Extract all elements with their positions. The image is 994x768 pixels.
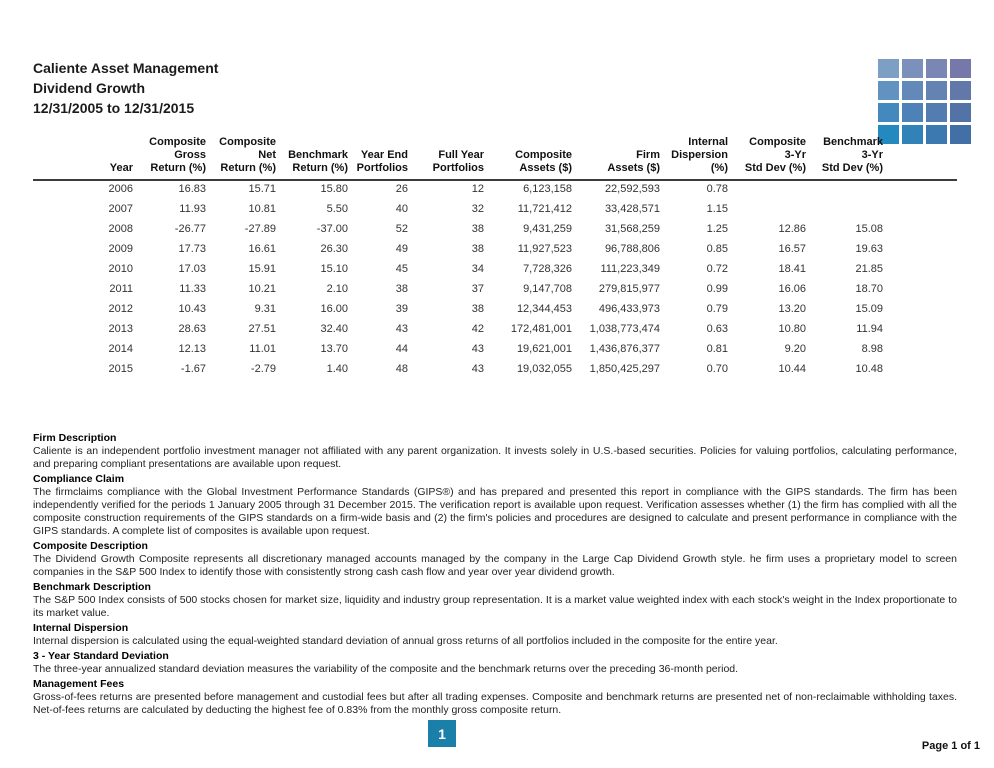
cell-full-year-portfolios: 42 bbox=[471, 323, 484, 335]
cell-internal-dispersion: 0.79 bbox=[706, 303, 728, 315]
cell-year: 2012 bbox=[108, 303, 133, 315]
cell-composite-std-dev: 12.86 bbox=[778, 223, 806, 235]
cell-benchmark-std-dev: 15.08 bbox=[855, 223, 883, 235]
section bbox=[33, 678, 957, 717]
cell-benchmark-std-dev: 18.70 bbox=[855, 283, 883, 295]
cell-composite-assets: 12,344,453 bbox=[516, 303, 572, 315]
table-header-row bbox=[33, 136, 885, 179]
cell-composite-assets: 7,728,326 bbox=[523, 263, 572, 275]
table-row bbox=[33, 219, 885, 239]
table-row bbox=[33, 319, 885, 339]
cell-benchmark-return: 15.10 bbox=[320, 263, 348, 275]
cell-benchmark-std-dev: 21.85 bbox=[855, 263, 883, 275]
cell-benchmark-std-dev: 19.63 bbox=[855, 243, 883, 255]
section-body: The three-year annualized standard deviation measures the variability of the composite and the benchmark returns over the preceding 36-month period. bbox=[33, 663, 739, 675]
cell-gross-return: 11.33 bbox=[179, 283, 206, 295]
report-period: 12/31/2005 to 12/31/2015 bbox=[33, 100, 195, 116]
logo-square bbox=[902, 125, 923, 144]
section bbox=[33, 650, 957, 676]
cell-benchmark-return: 15.80 bbox=[320, 183, 348, 195]
table-row bbox=[33, 339, 885, 359]
section-heading: 3 - Year Standard Deviation bbox=[33, 650, 169, 662]
composite-name: Dividend Growth bbox=[33, 80, 145, 96]
column-header: Composite Gross Return (%) bbox=[149, 136, 206, 174]
logo-square bbox=[878, 59, 899, 78]
section bbox=[33, 432, 957, 471]
cell-year-end-portfolios: 39 bbox=[395, 303, 408, 315]
cell-net-return: 11.01 bbox=[249, 343, 276, 355]
logo-square bbox=[950, 125, 971, 144]
cell-year: 2015 bbox=[108, 363, 133, 375]
cell-composite-std-dev: 18.41 bbox=[778, 263, 806, 275]
cell-benchmark-return: -37.00 bbox=[316, 223, 348, 235]
cell-gross-return: -26.77 bbox=[174, 223, 206, 235]
cell-gross-return: -1.67 bbox=[180, 363, 206, 375]
cell-firm-assets: 111,223,349 bbox=[600, 263, 660, 275]
table-row bbox=[33, 179, 885, 199]
cell-composite-std-dev: 13.20 bbox=[778, 303, 806, 315]
cell-firm-assets: 496,433,973 bbox=[598, 303, 660, 315]
logo-square bbox=[878, 81, 899, 100]
cell-benchmark-std-dev: 11.94 bbox=[856, 323, 883, 335]
table-row bbox=[33, 239, 885, 259]
cell-benchmark-return: 5.50 bbox=[326, 203, 348, 215]
cell-net-return: -27.89 bbox=[244, 223, 276, 235]
cell-internal-dispersion: 0.81 bbox=[706, 343, 728, 355]
performance-table bbox=[33, 136, 885, 379]
cell-firm-assets: 1,038,773,474 bbox=[589, 323, 660, 335]
cell-year-end-portfolios: 38 bbox=[395, 283, 408, 295]
cell-firm-assets: 279,815,977 bbox=[598, 283, 660, 295]
cell-full-year-portfolios: 12 bbox=[471, 183, 484, 195]
cell-net-return: 9.31 bbox=[254, 303, 276, 315]
cell-year-end-portfolios: 40 bbox=[395, 203, 408, 215]
logo-square bbox=[950, 81, 971, 100]
column-header: Year End Portfolios bbox=[356, 149, 408, 174]
section-heading: Internal Dispersion bbox=[33, 622, 129, 634]
column-header: Composite 3-Yr Std Dev (%) bbox=[744, 136, 806, 174]
logo-square bbox=[902, 81, 923, 100]
cell-year: 2013 bbox=[108, 323, 133, 335]
cell-year: 2014 bbox=[108, 343, 133, 355]
table-row bbox=[33, 259, 885, 279]
section-heading: Benchmark Description bbox=[33, 581, 151, 593]
cell-year-end-portfolios: 48 bbox=[395, 363, 408, 375]
logo-square bbox=[950, 103, 971, 122]
cell-internal-dispersion: 0.72 bbox=[706, 263, 728, 275]
cell-year-end-portfolios: 44 bbox=[395, 343, 408, 355]
logo-square bbox=[926, 103, 947, 122]
cell-firm-assets: 1,436,876,377 bbox=[589, 343, 660, 355]
company-logo bbox=[878, 59, 971, 144]
logo-square bbox=[902, 103, 923, 122]
section-heading: Management Fees bbox=[33, 678, 125, 690]
cell-firm-assets: 33,428,571 bbox=[604, 203, 660, 215]
cell-year: 2007 bbox=[108, 203, 133, 215]
column-header: Benchmark Return (%) bbox=[288, 149, 348, 174]
cell-internal-dispersion: 1.25 bbox=[706, 223, 728, 235]
cell-gross-return: 16.83 bbox=[178, 183, 206, 195]
section-heading: Firm Description bbox=[33, 432, 117, 444]
cell-gross-return: 17.03 bbox=[178, 263, 206, 275]
cell-gross-return: 11.93 bbox=[179, 203, 206, 215]
cell-full-year-portfolios: 38 bbox=[471, 223, 484, 235]
cell-firm-assets: 22,592,593 bbox=[604, 183, 660, 195]
column-header: Benchmark 3-Yr Std Dev (%) bbox=[821, 136, 883, 174]
cell-composite-assets: 11,721,412 bbox=[517, 203, 572, 215]
cell-year-end-portfolios: 52 bbox=[395, 223, 408, 235]
cell-internal-dispersion: 0.70 bbox=[706, 363, 728, 375]
cell-internal-dispersion: 0.99 bbox=[706, 283, 728, 295]
table-row bbox=[33, 299, 885, 319]
cell-benchmark-return: 13.70 bbox=[320, 343, 348, 355]
column-header: Year bbox=[109, 162, 133, 174]
section-body: The Dividend Growth Composite represents all discretionary managed accounts managed by the company in the Large Cap Dividend Growth style. he firm uses a proprietary model to screen companies in the S&P 500 Index to identify those with consistently strong cash cash flow and year over year dividend growth. bbox=[33, 553, 957, 578]
cell-full-year-portfolios: 38 bbox=[471, 303, 484, 315]
logo-square bbox=[950, 59, 971, 78]
cell-full-year-portfolios: 34 bbox=[471, 263, 484, 275]
section bbox=[33, 473, 957, 538]
page-number-button[interactable]: 1 bbox=[428, 720, 456, 747]
page-indicator: Page 1 of 1 bbox=[921, 740, 980, 752]
column-header: Internal Dispersion (%) bbox=[671, 136, 728, 174]
cell-gross-return: 12.13 bbox=[178, 343, 206, 355]
section-body: The S&P 500 Index consists of 500 stocks chosen for market size, liquidity and industry group representation. It is a market value weighted index with each stock's weight in the Index proportionate to its market value. bbox=[33, 594, 957, 619]
cell-composite-assets: 19,621,001 bbox=[516, 343, 572, 355]
cell-net-return: 27.51 bbox=[248, 323, 276, 335]
cell-composite-assets: 9,147,708 bbox=[523, 283, 572, 295]
logo-square bbox=[926, 81, 947, 100]
cell-net-return: 10.21 bbox=[248, 283, 276, 295]
cell-firm-assets: 1,850,425,297 bbox=[589, 363, 660, 375]
cell-year: 2011 bbox=[109, 283, 133, 295]
cell-benchmark-std-dev: 8.98 bbox=[861, 343, 883, 355]
column-header: Firm Assets ($) bbox=[607, 149, 660, 174]
cell-year-end-portfolios: 26 bbox=[395, 183, 408, 195]
table-row bbox=[33, 359, 885, 379]
cell-gross-return: 28.63 bbox=[178, 323, 206, 335]
cell-composite-std-dev: 9.20 bbox=[784, 343, 806, 355]
logo-square bbox=[902, 59, 923, 78]
cell-internal-dispersion: 0.78 bbox=[706, 183, 728, 195]
cell-net-return: 16.61 bbox=[248, 243, 276, 255]
cell-net-return: 15.71 bbox=[248, 183, 276, 195]
footnote-sections bbox=[33, 432, 957, 719]
company-name: Caliente Asset Management bbox=[33, 60, 219, 76]
cell-year: 2008 bbox=[108, 223, 133, 235]
section bbox=[33, 540, 957, 579]
cell-composite-assets: 172,481,001 bbox=[510, 323, 572, 335]
section-body: The firmclaims compliance with the Global Investment Performance Standards (GIPS®) and has prepared and presented this report in compliance with the GIPS standards. The firm has been independently verified for the periods 1 January 2005 through 31 December 2015. The verification report is available upon request. Verification assesses whether (1) the firm has complied with all the composite construction requirements of the GIPS standards on a firm-wide basis and (2) the firm's policies and procedures are designed to calculate and present performance in compliance with the GIPS standards. A complete list of composites is available upon request. bbox=[33, 486, 957, 537]
cell-composite-std-dev bbox=[730, 199, 808, 219]
section-heading: Composite Description bbox=[33, 540, 148, 552]
logo-square bbox=[878, 103, 899, 122]
cell-composite-assets: 9,431,259 bbox=[523, 223, 572, 235]
section bbox=[33, 622, 957, 648]
cell-composite-std-dev: 10.80 bbox=[778, 323, 806, 335]
cell-benchmark-return: 1.40 bbox=[326, 363, 348, 375]
cell-benchmark-return: 32.40 bbox=[320, 323, 348, 335]
cell-composite-std-dev: 10.44 bbox=[778, 363, 806, 375]
section-body: Caliente is an independent portfolio investment manager not affiliated with any parent organization. It invests solely in U.S.-based securities. Policies for valuing portfolios, calculating performance, and preparing compliant presentations are available upon request. bbox=[33, 445, 957, 470]
cell-benchmark-return: 16.00 bbox=[320, 303, 348, 315]
cell-composite-std-dev: 16.06 bbox=[778, 283, 806, 295]
cell-year: 2009 bbox=[108, 243, 133, 255]
cell-year-end-portfolios: 43 bbox=[395, 323, 408, 335]
table-header-rule bbox=[33, 179, 957, 181]
column-header: Composite Net Return (%) bbox=[219, 136, 276, 174]
section-body: Internal dispersion is calculated using the equal-weighted standard deviation of annual gross returns of all portfolios included in the composite for the entire year. bbox=[33, 635, 778, 647]
cell-net-return: -2.79 bbox=[250, 363, 276, 375]
logo-square bbox=[926, 59, 947, 78]
cell-benchmark-std-dev: 15.09 bbox=[855, 303, 883, 315]
cell-net-return: 10.81 bbox=[248, 203, 276, 215]
cell-year-end-portfolios: 45 bbox=[395, 263, 408, 275]
section-heading: Compliance Claim bbox=[33, 473, 125, 485]
cell-composite-std-dev bbox=[730, 179, 808, 199]
cell-year: 2006 bbox=[108, 183, 133, 195]
cell-composite-std-dev: 16.57 bbox=[778, 243, 806, 255]
cell-full-year-portfolios: 38 bbox=[471, 243, 484, 255]
cell-composite-assets: 11,927,523 bbox=[517, 243, 572, 255]
cell-internal-dispersion: 0.85 bbox=[706, 243, 728, 255]
cell-benchmark-std-dev bbox=[808, 199, 885, 219]
cell-full-year-portfolios: 37 bbox=[471, 283, 484, 295]
cell-benchmark-return: 26.30 bbox=[320, 243, 348, 255]
cell-firm-assets: 31,568,259 bbox=[604, 223, 660, 235]
cell-composite-assets: 19,032,055 bbox=[516, 363, 572, 375]
cell-internal-dispersion: 1.15 bbox=[706, 203, 728, 215]
cell-year-end-portfolios: 49 bbox=[395, 243, 408, 255]
cell-gross-return: 10.43 bbox=[178, 303, 206, 315]
table-row bbox=[33, 279, 885, 299]
section bbox=[33, 581, 957, 620]
section-body: Gross-of-fees returns are presented before management and custodial fees but after all trading expenses. Composite and benchmark returns are presented net of non-reclaimable withholding taxes. Net-of-fees returns are calculated by deducting the highest fee of 0.83% from the monthly gross composite return. bbox=[33, 691, 957, 716]
logo-square bbox=[926, 125, 947, 144]
cell-benchmark-std-dev: 10.48 bbox=[855, 363, 883, 375]
table-row bbox=[33, 199, 885, 219]
column-header: Composite Assets ($) bbox=[515, 149, 572, 174]
cell-composite-assets: 6,123,158 bbox=[523, 183, 572, 195]
column-header: Full Year Portfolios bbox=[432, 149, 484, 174]
cell-year: 2010 bbox=[108, 263, 133, 275]
cell-full-year-portfolios: 43 bbox=[471, 363, 484, 375]
report-title-block bbox=[33, 58, 218, 118]
cell-full-year-portfolios: 32 bbox=[471, 203, 484, 215]
cell-benchmark-return: 2.10 bbox=[326, 283, 348, 295]
cell-gross-return: 17.73 bbox=[178, 243, 206, 255]
cell-full-year-portfolios: 43 bbox=[471, 343, 484, 355]
cell-firm-assets: 96,788,806 bbox=[604, 243, 660, 255]
cell-net-return: 15.91 bbox=[248, 263, 276, 275]
cell-benchmark-std-dev bbox=[808, 179, 885, 199]
cell-internal-dispersion: 0.63 bbox=[706, 323, 728, 335]
